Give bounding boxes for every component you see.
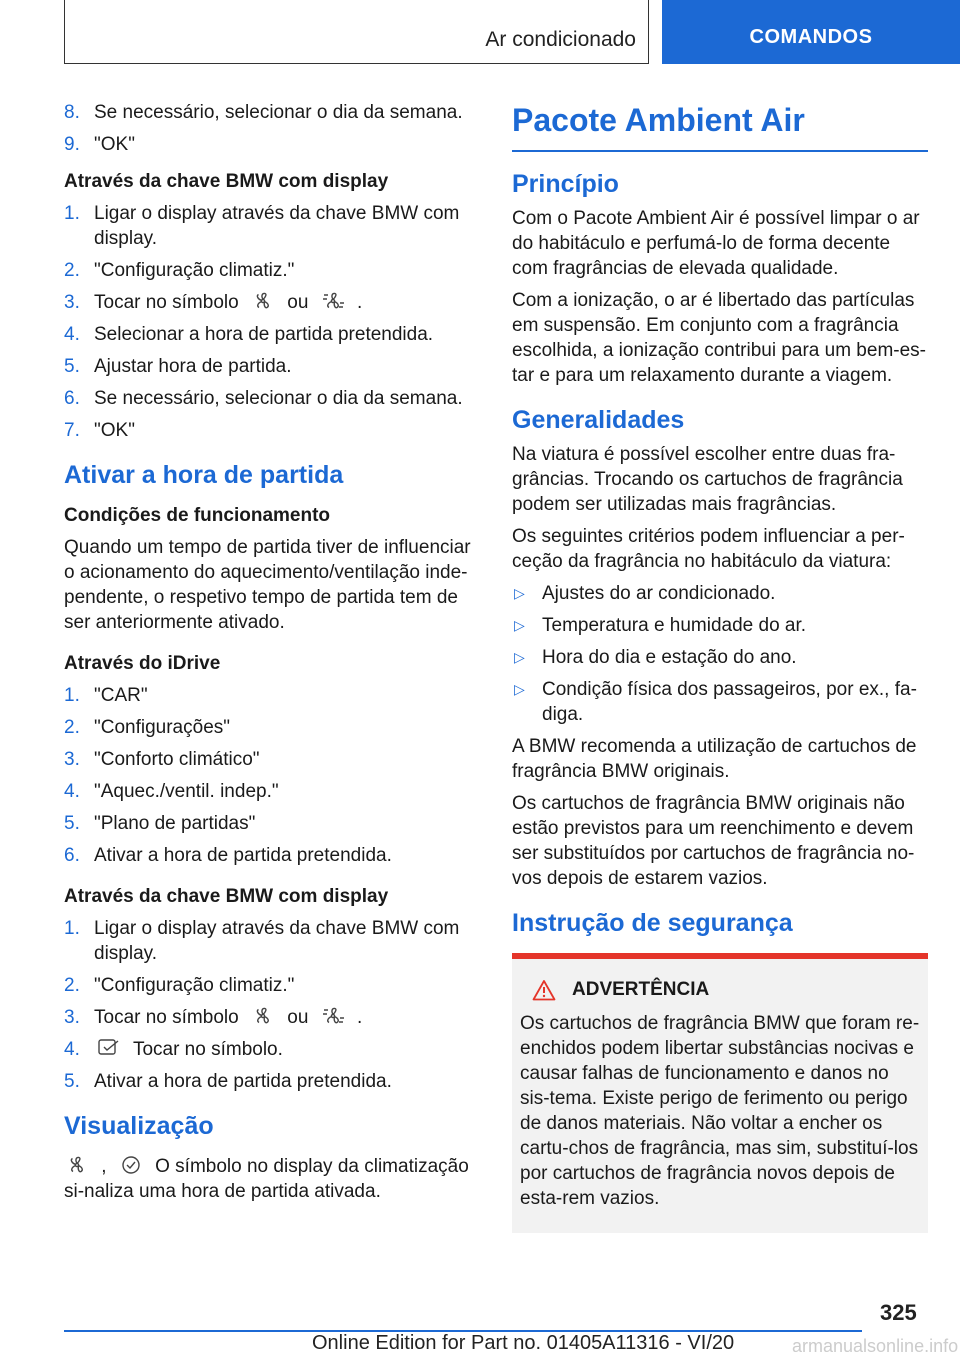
general-paragraph-2: Os seguintes critérios podem influenciar a per-ceção da fragrância no habitáculo da viatura: <box>512 526 905 572</box>
list-item: 4. Selecionar a hora de partida pretendida. <box>64 324 434 345</box>
activate-departure-heading: Ativar a hora de partida <box>64 461 344 489</box>
list-item: 4. Tocar no símbolo. <box>64 1039 283 1060</box>
bullet-triangle-icon: ▷ <box>514 585 525 601</box>
steps-list-a <box>64 100 476 157</box>
list-item: ▷ Temperatura e humidade do ar. <box>514 615 807 636</box>
warning-text: Os cartuchos de fragrância BMW que foram re-enchidos podem libertar substâncias nocivas e causar falhas de funcionamento e danos no sis-tema. Existe perigo de ferimento ou perigo de danos materiais. Não voltar a encher os cartu-chos de fragrância, mas sim, substituí-los por cartuchos de fragrância novos depois de esta-rem vazios. <box>520 1013 920 1209</box>
key-display-heading-2: Através da chave BMW com display <box>64 886 389 907</box>
list-item: 5. "Plano de partidas" <box>64 813 256 834</box>
header-chapter-tab[interactable]: COMANDOS <box>662 0 960 64</box>
principle-paragraph-2: Com a ionização, o ar é libertado das partículas em suspensão. Em conjunto com a fragrância escolhida, a ionização contribui para um bem-es-tar e para um relaxamento durante a viagem. <box>512 290 926 386</box>
display-heading: Visualização <box>64 1112 214 1140</box>
list-item: 3. "Conforto climático" <box>64 749 260 770</box>
list-item: ▷ Hora do dia e estação do ano. <box>514 647 797 668</box>
conditions-heading: Condições de funcionamento <box>64 505 331 526</box>
list-item: ▷ Condição física dos passageiros, por ex., fa-diga. <box>514 679 917 725</box>
ventilation-icon <box>320 291 346 311</box>
idrive-heading: Através do iDrive <box>64 653 221 674</box>
safety-heading: Instrução de segurança <box>512 909 793 937</box>
general-paragraph-4: Os cartuchos de fragrância BMW originais não estão previstos para um reenchimento e devem ser substituídos por cartuchos de fragrância no-vos depois de estarem vazios. <box>512 793 915 889</box>
principle-paragraph-1: Com o Pacote Ambient Air é possível limpar o ar do habitáculo e perfumá-lo de forma decente com fragrâncias de elevada qualidade. <box>512 208 920 279</box>
criteria-list <box>512 581 928 727</box>
left-column <box>64 100 476 1211</box>
touch-confirm-icon <box>96 1038 122 1058</box>
bullet-triangle-icon: ▷ <box>514 617 525 633</box>
list-item: 2. "Configuração climatiz." <box>64 975 295 996</box>
clock-check-icon <box>118 1155 144 1175</box>
general-paragraph-3: A BMW recomenda a utilização de cartuchos de fragrância BMW originais. <box>512 736 917 782</box>
page-number: 325 <box>880 1300 917 1325</box>
list-item: 1. Ligar o display através da chave BMW com display. <box>64 918 460 964</box>
right-column <box>512 100 928 1233</box>
list-item: 8. Se necessário, selecionar o dia da semana. <box>64 102 463 123</box>
fan-icon <box>64 1155 90 1175</box>
list-item: 9. "OK" <box>64 134 135 155</box>
footer-edition: Online Edition for Part no. 01405A11316 - VI/20 <box>312 1332 735 1354</box>
page-header <box>0 0 960 66</box>
principle-heading: Princípio <box>512 170 619 198</box>
fan-icon <box>250 291 276 311</box>
list-item: 1. Ligar o display através da chave BMW com display. <box>64 203 460 249</box>
steps-list-d <box>64 916 476 1094</box>
ventilation-icon <box>320 1006 346 1026</box>
conditions-text: Quando um tempo de partida tiver de influenciar o acionamento do aquecimento/ventilação inde-pendente, o respetivo tempo de partida tem de ser anteriormente ativado. <box>64 537 471 633</box>
steps-list-c <box>64 683 476 868</box>
fan-icon <box>250 1006 276 1026</box>
general-heading: Generalidades <box>512 406 685 434</box>
header-section-title: Ar condicionado <box>485 28 636 51</box>
steps-list-b <box>64 201 476 443</box>
display-text-block: , O símbolo no display da climatização si-naliza uma hora de partida ativada. <box>64 1156 469 1202</box>
bullet-triangle-icon: ▷ <box>514 649 525 665</box>
list-item: 3. Tocar no símbolo ou . <box>64 1007 363 1028</box>
list-item: 4. "Aquec./ventil. indep." <box>64 781 279 802</box>
list-item: 2. "Configurações" <box>64 717 231 738</box>
bullet-triangle-icon: ▷ <box>514 681 525 697</box>
list-item: 5. Ativar a hora de partida pretendida. <box>64 1071 392 1092</box>
list-item: 7. "OK" <box>64 420 135 441</box>
list-item: 6. Se necessário, selecionar o dia da semana. <box>64 388 463 409</box>
key-display-heading: Através da chave BMW com display <box>64 171 389 192</box>
list-item: 1. "CAR" <box>64 685 148 706</box>
list-item: 5. Ajustar hora de partida. <box>64 356 292 377</box>
watermark: armanualsonline.info <box>792 1336 959 1356</box>
warning-title-row: ADVERTÊNCIA <box>520 979 920 1001</box>
general-paragraph-1: Na viatura é possível escolher entre duas fra-grâncias. Trocando os cartuchos de fragrância podem ser utilizadas mais fragrâncias. <box>512 444 903 515</box>
list-item: 3. Tocar no símbolo ou . <box>64 292 363 313</box>
list-item: 2. "Configuração climatiz." <box>64 260 295 281</box>
list-item: 6. Ativar a hora de partida pretendida. <box>64 845 392 866</box>
page-title: Pacote Ambient Air <box>512 100 928 152</box>
warning-box <box>512 953 928 1233</box>
warning-triangle-icon <box>532 979 556 1001</box>
list-item: ▷ Ajustes do ar condicionado. <box>514 583 776 604</box>
